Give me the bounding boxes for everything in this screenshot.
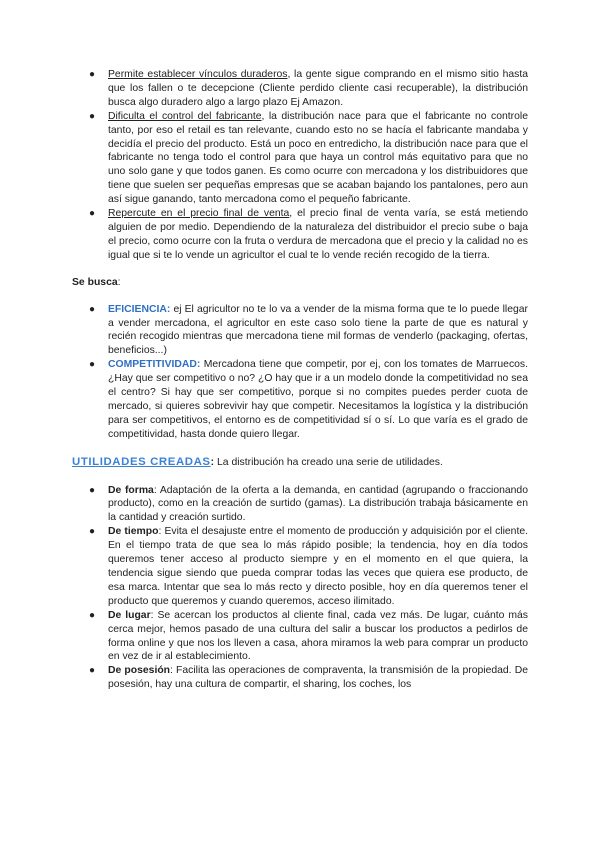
list-item [72,664,528,692]
goals-list [72,303,528,442]
item-lead: De lugar [108,609,151,621]
list-item [72,110,528,207]
item-lead: Dificulta el control del fabricante [108,110,262,122]
list-item [72,68,528,110]
item-lead: EFICIENCIA: [108,303,171,315]
bullet-icon: ● [89,303,96,315]
item-lead: De tiempo [108,526,159,538]
document-page [72,68,528,692]
item-text: , el precio final de venta varía, se está metiendo alguien de por medio. Dependiendo de la naturaleza del distribuidor el precio sube o baja el precio, como ocurre con la fruta o verdura de mercadona que el precio y la calidad no es igual que si te lo vende un agricultor el cual te lo vende recién recogido de la tierra. [108,208,529,261]
item-text: ej El agricultor no te lo va a vender de la misma forma que te lo puede llegar a vender mercadona, el agricultor en este caso solo tiene la parte de que es natural y recién recogido mientras que mercadona tiene mil formas de venderlo (packaging, ofertas, beneficios...) [108,303,528,357]
list-item [72,609,528,665]
bullet-icon: ● [89,359,96,371]
list-item [72,207,528,263]
item-lead: COMPETITIVIDAD: [108,359,201,371]
utilidades-heading: UTILIDADES CREADAS: La distribución ha creado una serie de utilidades. [72,455,443,468]
bullet-icon: ● [89,665,96,677]
utilities-list [72,484,528,693]
item-text: , la distribución nace para que el fabricante no controle tanto, por eso el retail es tan relevante, cuando esto no se hacía el fabricante mandaba y decidía el precio del producto. Está un poco en entredicho, la distribución nace para que el fabricante no tenga todo el control para que haya un control más equitativo para que no uno solo gane y que todos ganen. Es como ocurre con mercadona y los distribuidores que tiene que suelen ser pequeñas empresas que se acaban bajando los pantalones, pero aun así sigue ganando, tanto mercadona como el pequeño fabricante. [108,110,529,206]
se-busca-heading: Se busca: [72,276,121,288]
item-text: : Facilita las operaciones de compraventa, la transmisión de la propiedad. De posesión, hay una cultura de compartir, el sharing, los coches, los [108,665,528,691]
bullet-icon: ● [89,484,96,496]
item-text: Mercadona tiene que competir, por ej, con los tomates de Marruecos. ¿Hay que ser competitivo o no? ¿O hay que ir a un modelo donde la competitividad no sea el centro? Si hay que ser competitivo, porque si no compites puedes perder cuota de mercado, si quieres sobrevivir hay que competir. Necesitamos la logística y la distribución para ser competitivos, el entorno es de competitividad sí o sí. Lo que varía es el grado de competitividad, hasta donde quiero llegar. [108,359,528,440]
list-item [72,484,528,526]
bullet-icon: ● [89,69,96,80]
item-text: : Adaptación de la oferta a la demanda, en cantidad (agrupando o fraccionando producto), como en la creación de surtido (gamas). La distribución trabaja básicamente en la cantidad y creación surtido. [108,484,528,524]
item-lead: De forma [108,484,154,496]
characteristics-list [72,68,528,263]
list-item [72,303,528,359]
item-text: , la gente sigue comprando en el mismo sitio hasta que los fallen o te decepcione (Cliente perdido cliente casi recuperable), la distribución busca algo duradero algo a largo plazo Ej Amazon. [108,69,528,108]
bullet-icon: ● [89,110,96,122]
bullet-icon: ● [89,609,96,621]
item-lead: Permite establecer vínculos duraderos [108,69,288,80]
item-text: : Se acercan los productos al cliente final, cada vez más. De lugar, cuánto más cerca mejor, hemos pasado de una cultura del salir a buscar los productos a pedirlos de forma online y que nos los lleven a casa, ahora miramos la web para comprar un producto en vez de ir al establecimiento. [108,609,528,663]
section-title: UTILIDADES CREADAS [72,455,211,468]
section-intro: La distribución ha creado una serie de utilidades. [214,456,443,468]
item-lead: De posesión [108,665,171,677]
bullet-icon: ● [89,208,96,220]
list-item [72,525,528,608]
item-lead: Repercute en el precio final de venta [108,208,290,220]
list-item [72,358,528,441]
item-text: : Evita el desajuste entre el momento de producción y adquisición por el cliente. En el tiempo trata de que sea lo más rápido posible; la tendencia, hoy en día todos queremos tener acceso al producto siempre y en el momento en el que quiera, la tendencia sigue siendo que pueda comprar todas las veces que quiera ese producto, de esa marca. Intentar que sea lo más recto y directo posible, hoy en día queremos tener el producto que queremos y cuando queremos, acceso ilimitado. [108,526,528,607]
bullet-icon: ● [89,526,96,538]
